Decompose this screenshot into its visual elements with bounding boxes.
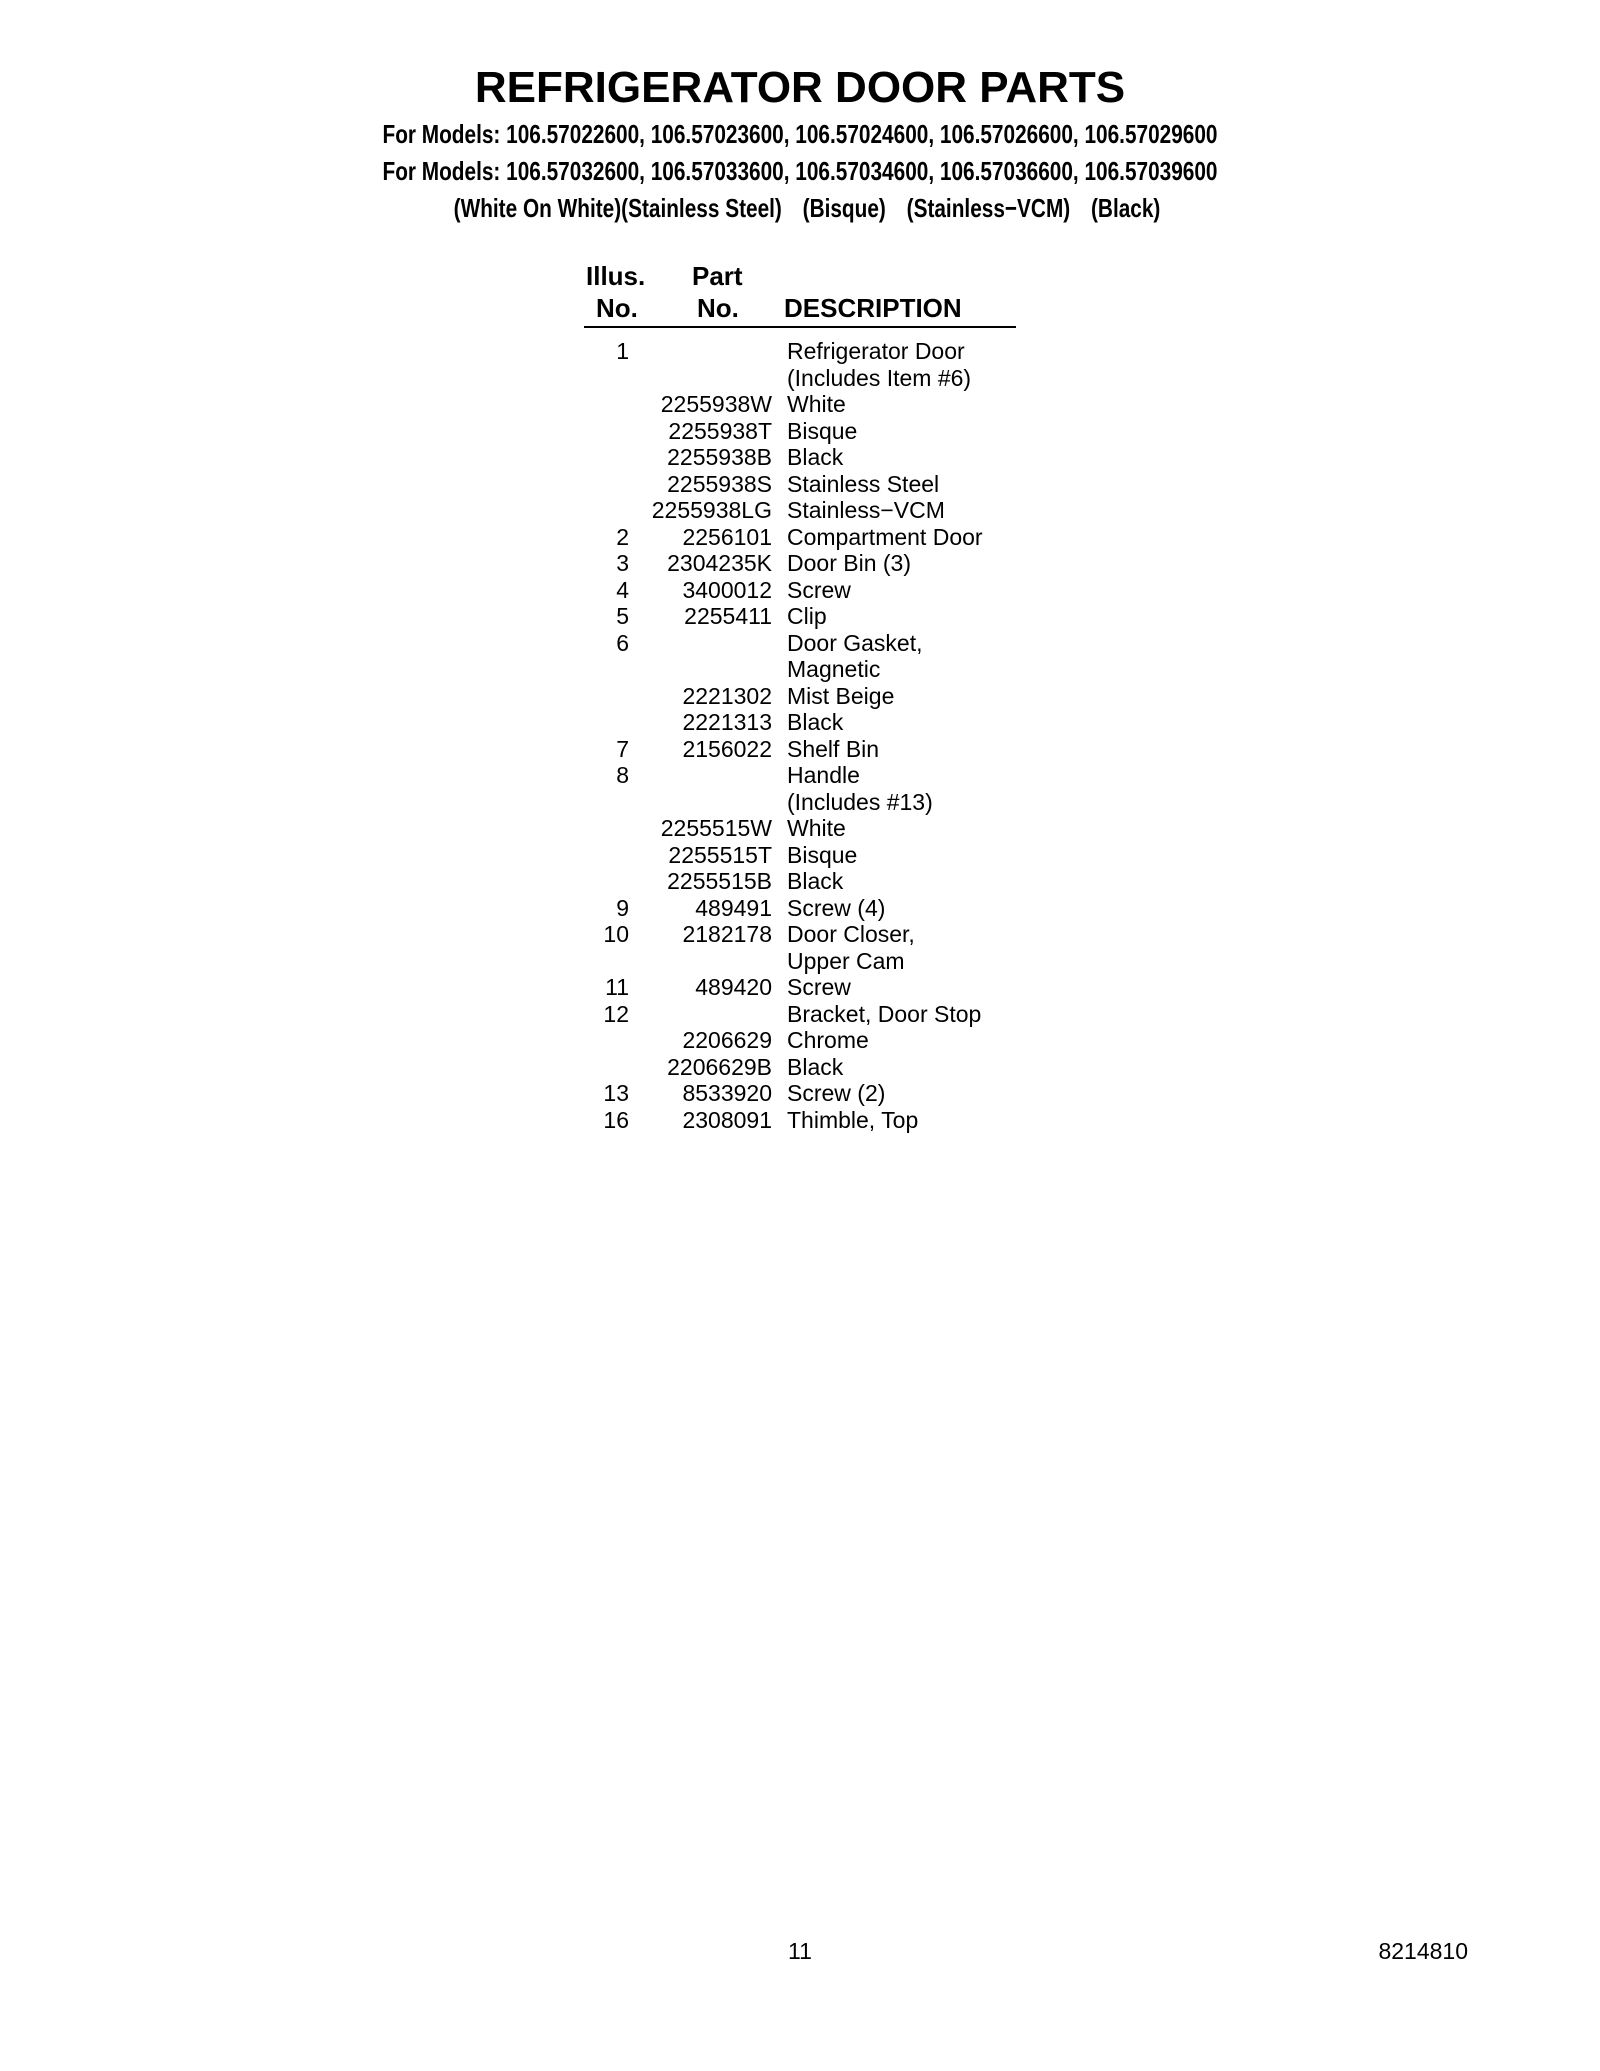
illus-number: 16 — [603, 1106, 629, 1133]
table-row — [584, 709, 1016, 736]
part-description: Mist Beige — [787, 682, 895, 709]
table-body — [584, 338, 1016, 1133]
part-number: 2304235K — [667, 550, 772, 576]
part-description: White — [787, 391, 846, 417]
part-description: Stainless−VCM — [787, 497, 945, 523]
part-description: Black — [787, 868, 844, 894]
part-description: Upper Cam — [787, 947, 905, 974]
header-part-label: Part — [692, 261, 743, 291]
part-description: Clip — [787, 603, 827, 629]
part-number: 2255515B — [667, 868, 772, 894]
part-description: Door Closer, — [787, 921, 915, 947]
part-description: Black — [787, 1053, 844, 1080]
header-illus-no-label: No. — [596, 293, 638, 323]
page-title: REFRIGERATOR DOOR PARTS — [474, 63, 1126, 112]
part-number: 2156022 — [682, 735, 772, 762]
part-number: 2255411 — [684, 603, 772, 629]
illus-number: 10 — [603, 921, 629, 947]
table-row — [584, 895, 1016, 922]
part-description: Thimble, Top — [787, 1106, 919, 1133]
table-row — [584, 842, 1016, 869]
parts-table — [584, 260, 1016, 1133]
table-row — [584, 789, 1016, 816]
table-row — [584, 656, 1016, 683]
models-line-1: For Models: 106.57022600, 106.57023600, 106.57024600, 106.57026600, 106.57029600 — [382, 119, 1218, 149]
illus-number: 8 — [616, 762, 629, 788]
part-description: Door Gasket, — [787, 629, 923, 656]
models-line-2: For Models: 106.57032600, 106.57033600, 106.57034600, 106.57036600, 106.57039600 — [382, 156, 1218, 186]
part-description: Stainless Steel — [787, 470, 940, 497]
header-description-label: DESCRIPTION — [784, 293, 962, 323]
table-row — [584, 577, 1016, 604]
part-description: Screw — [787, 576, 851, 603]
part-description: Compartment Door — [787, 523, 983, 550]
table-row — [584, 497, 1016, 524]
table-row — [584, 1080, 1016, 1107]
table-row — [584, 550, 1016, 577]
table-row — [584, 338, 1016, 365]
table-row — [584, 1107, 1016, 1134]
table-row — [584, 365, 1016, 392]
table-row — [584, 418, 1016, 445]
part-description: Refrigerator Door — [787, 338, 965, 364]
part-description: Door Bin (3) — [787, 550, 911, 576]
part-number: 2255515T — [668, 841, 772, 868]
part-number: 2255515W — [660, 815, 772, 841]
header-illus-label: Illus. — [586, 261, 646, 291]
illus-number: 13 — [603, 1080, 629, 1106]
part-description: Screw (4) — [787, 894, 886, 921]
part-description: Chrome — [787, 1027, 869, 1053]
table-row — [584, 630, 1016, 657]
part-description: Screw (2) — [787, 1080, 886, 1106]
illus-number: 11 — [605, 974, 629, 1000]
part-number: 2221313 — [682, 709, 772, 735]
table-row — [584, 1001, 1016, 1028]
table-row — [584, 868, 1016, 895]
part-description: Black — [787, 709, 844, 735]
header-part-no-label: No. — [697, 293, 739, 323]
part-description: Magnetic — [787, 656, 881, 682]
illus-number: 9 — [616, 894, 629, 921]
illus-number: 1 — [616, 338, 629, 364]
illus-number: 2 — [616, 523, 629, 550]
part-description: Bisque — [787, 417, 858, 444]
part-description: Bracket, Door Stop — [787, 1000, 982, 1027]
finish-list — [167, 192, 1447, 224]
part-number: 2221302 — [682, 682, 772, 709]
table-row — [584, 948, 1016, 975]
illus-number: 7 — [616, 735, 629, 762]
table-row — [584, 444, 1016, 471]
document-number: 8214810 — [1378, 1938, 1468, 1964]
part-number: 2256101 — [682, 523, 772, 550]
table-header — [584, 260, 1016, 328]
part-number: 2182178 — [682, 921, 772, 947]
part-description: Handle — [787, 762, 860, 788]
table-row — [584, 736, 1016, 763]
finish-black: (Black) — [1091, 193, 1161, 223]
table-row — [584, 1054, 1016, 1081]
table-row — [584, 815, 1016, 842]
table-row — [584, 524, 1016, 551]
table-row — [584, 683, 1016, 710]
part-description: (Includes #13) — [787, 788, 933, 815]
table-row — [584, 471, 1016, 498]
part-number: 2255938W — [660, 391, 772, 417]
part-description: (Includes Item #6) — [787, 364, 972, 391]
part-number: 2255938S — [667, 470, 772, 497]
table-row — [584, 391, 1016, 418]
part-description: Black — [787, 444, 844, 470]
table-row — [584, 974, 1016, 1001]
part-number: 489491 — [695, 894, 772, 921]
table-row — [584, 1027, 1016, 1054]
illus-number: 4 — [616, 576, 629, 603]
illus-number: 12 — [603, 1000, 629, 1027]
part-number: 2255938T — [668, 417, 772, 444]
part-number: 3400012 — [682, 576, 772, 603]
part-description: Bisque — [787, 841, 858, 868]
table-row — [584, 603, 1016, 630]
part-number: 489420 — [695, 974, 772, 1000]
illus-number: 6 — [616, 629, 629, 656]
finish-bisque: (Bisque) — [802, 193, 886, 223]
finish-stainless-vcm: (Stainless−VCM) — [906, 193, 1071, 223]
part-number: 2255938B — [667, 444, 772, 470]
finish-white-stainless: (White On White)(Stainless Steel) — [453, 193, 782, 223]
part-description: Screw — [787, 974, 851, 1000]
part-description: Shelf Bin — [787, 735, 880, 762]
page-number: 11 — [788, 1938, 812, 1964]
illus-number: 5 — [616, 603, 629, 629]
part-number: 2206629 — [682, 1027, 772, 1053]
table-row — [584, 921, 1016, 948]
part-number: 2206629B — [667, 1053, 772, 1080]
part-number: 8533920 — [682, 1080, 772, 1106]
part-description: White — [787, 815, 846, 841]
table-row — [584, 762, 1016, 789]
part-number: 2255938LG — [651, 497, 772, 523]
illus-number: 3 — [616, 550, 629, 576]
part-number: 2308091 — [682, 1106, 772, 1133]
